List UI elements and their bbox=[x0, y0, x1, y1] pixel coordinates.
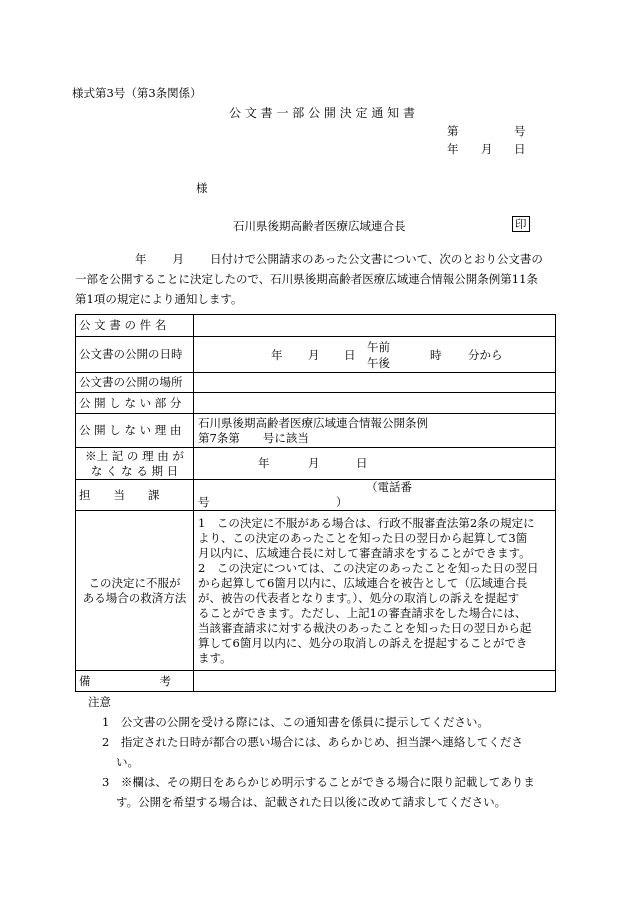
intro-line2: 一部を公開することに決定したので、石川県後期高齢者医療広域連合情報公開条例第11条 bbox=[75, 272, 538, 286]
note-3-cont: す。公開を希望する場合は、記載された日以後に改めて請求してください。 bbox=[116, 795, 507, 809]
label-reason-end-date-2: な く な る 期 日 bbox=[90, 463, 179, 478]
dt-minute-from: 分から bbox=[468, 347, 503, 362]
number-dai: 第 bbox=[447, 124, 459, 138]
notes-heading: 注意 bbox=[88, 695, 111, 709]
end-month: 月 bbox=[308, 455, 320, 470]
label-reason-end-date-1: ※上 記 の 理 由 が bbox=[85, 448, 184, 463]
form-number: 様式第3号（第3条関係） bbox=[72, 86, 202, 100]
seal-mark bbox=[512, 216, 530, 232]
notice-form-table bbox=[75, 314, 556, 692]
reason-line1: 石川県後期高齢者医療広域連合情報公開条例 bbox=[198, 415, 428, 430]
row-disclosure-datetime bbox=[76, 337, 556, 373]
date-month: 月 bbox=[481, 142, 493, 156]
sender-name: 石川県後期高齢者医療広域連合長 bbox=[233, 219, 406, 233]
dt-pm: 午後 bbox=[367, 355, 390, 370]
label-remarks: 備 考 bbox=[76, 671, 194, 692]
label-disclosure-datetime: 公文書の公開の日時 bbox=[76, 337, 194, 373]
intro-month: 月 bbox=[172, 252, 184, 266]
note-1: 1 公文書の公開を受ける際には、この通知書を係員に提示してください。 bbox=[102, 715, 489, 729]
row-disclosure-place bbox=[76, 373, 556, 393]
label-nondisclosed-part: 公 開 し な い 部 分 bbox=[76, 393, 194, 414]
intro-year: 年 bbox=[135, 252, 147, 266]
intro-paragraph bbox=[75, 249, 555, 309]
document-title: 公 文 書 一 部 公 開 決 定 通 知 書 bbox=[229, 106, 415, 120]
row-reason-end-date bbox=[76, 448, 556, 480]
reason-line2: 第7条第 号に該当 bbox=[198, 430, 309, 445]
label-disclosure-place: 公文書の公開の場所 bbox=[76, 373, 194, 393]
row-section-in-charge bbox=[76, 480, 556, 511]
dt-day: 日 bbox=[344, 347, 356, 362]
remedy-item-1: 1 この決定に不服がある場合は、行政不服審査法第2条の規定に より、この決定のあったことを知った日の翌日から起算して3箇 月以内に、広域連合長に対して審査請求をすることができます。 bbox=[198, 515, 535, 560]
note-2-cont: い。 bbox=[116, 755, 139, 769]
intro-line1: 日付けで公開請求のあった公文書について、次のとおり公文書の bbox=[210, 252, 543, 266]
dt-am: 午前 bbox=[367, 339, 390, 354]
row-nondisclosure-reason bbox=[76, 414, 556, 448]
date-day: 日 bbox=[514, 142, 526, 156]
date-year: 年 bbox=[447, 142, 459, 156]
seal-label: 印 bbox=[512, 216, 530, 232]
row-nondisclosed-part bbox=[76, 393, 556, 414]
end-year: 年 bbox=[258, 455, 270, 470]
dt-year: 年 bbox=[271, 347, 283, 362]
row-document-name bbox=[76, 315, 556, 337]
note-2: 2 指定された日時が都合の悪い場合には、あらかじめ、担当課へ連絡してくださ bbox=[102, 735, 523, 749]
addressee-suffix: 様 bbox=[196, 181, 208, 195]
row-remarks bbox=[76, 671, 556, 692]
label-remedy-2: ある場合の救済方法 bbox=[82, 590, 187, 605]
section-phone: （電話番号 ） bbox=[198, 480, 412, 509]
row-remedy bbox=[76, 511, 556, 671]
dt-hour: 時 bbox=[430, 347, 442, 362]
label-document-name: 公 文 書 の 件 名 bbox=[79, 318, 167, 332]
value-document-name bbox=[194, 315, 556, 337]
label-nondisclosure-reason: 公 開 し な い 理 由 bbox=[76, 414, 194, 448]
value-remarks bbox=[194, 671, 556, 692]
notes-section bbox=[88, 692, 558, 812]
remedy-text bbox=[194, 511, 556, 671]
intro-line3: 第1項の規定により通知します。 bbox=[75, 292, 243, 306]
remedy-item-2: 2 この決定については、この決定のあったことを知った日の翌日 から起算して6箇月以内に、広域連合を被告として（広域連合長 が、被告の代表者となります。）、処分の取消しの訴えを提起す ることができます。ただし、上記1の審査請求をした場合には、 当該審査請求に対する裁決のあったことを知った日の翌日から起 算して6箇月以内に、処分の取消しの訴えを提起することができ ます。 bbox=[198, 560, 539, 665]
number-go: 号 bbox=[514, 124, 526, 138]
label-section-in-charge: 担 当 課 bbox=[76, 480, 194, 511]
value-disclosure-place bbox=[194, 373, 556, 393]
end-day: 日 bbox=[356, 455, 368, 470]
label-remedy-1: この決定に不服が bbox=[88, 575, 181, 590]
value-nondisclosed-part bbox=[194, 393, 556, 414]
dt-month: 月 bbox=[308, 347, 320, 362]
note-3: 3 ※欄は、その期日をあらかじめ明示することができる場合に限り記載してありま bbox=[102, 775, 535, 789]
